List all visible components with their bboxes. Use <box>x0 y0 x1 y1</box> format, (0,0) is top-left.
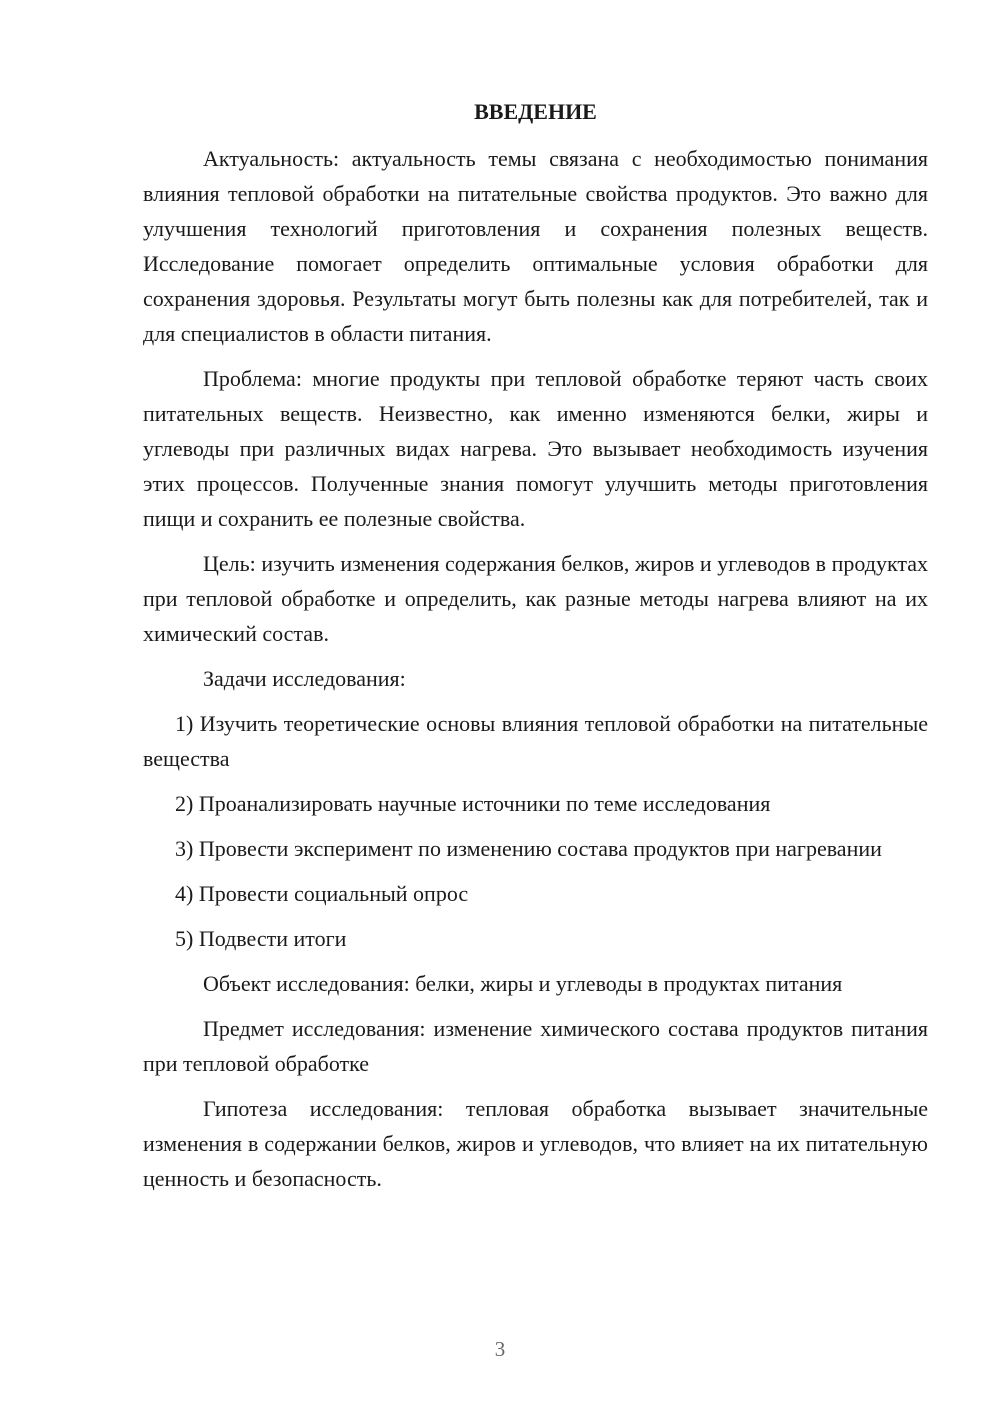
tasks-heading: Задачи исследования: <box>203 666 406 691</box>
goal-paragraph: Цель: изучить изменения содержания белков, жиров и углеводов в продуктах при тепловой обработке и определить, как разные методы нагрева влияют на их химический состав. <box>143 551 928 646</box>
object-paragraph: Объект исследования: белки, жиры и углеводы в продуктах питания <box>203 971 843 996</box>
section-heading: ВВЕДЕНИЕ <box>474 99 597 124</box>
task-item-4: 4) Провести социальный опрос <box>175 881 469 906</box>
relevance-paragraph: Актуальность: актуальность темы связана с необходимостью понимания влияния тепловой обработки на питательные свойства продуктов. Это важно для улучшения технологий приготовления и сохранения полезных веществ. Исследование помогает определить оптимальные условия обработки для сохранения здоровья. Результаты могут быть полезны как для потребителей, так и для специалистов в области питания. <box>143 146 928 346</box>
task-item-2: 2) Проанализировать научные источники по теме исследования <box>175 791 771 816</box>
task-item-3: 3) Провести эксперимент по изменению состава продуктов при нагревании <box>175 836 882 861</box>
task-item-1: 1) Изучить теоретические основы влияния тепловой обработки на питательные вещества <box>143 711 928 771</box>
hypothesis-paragraph: Гипотеза исследования: тепловая обработка вызывает значительные изменения в содержании белков, жиров и углеводов, что влияет на их питательную ценность и безопасность. <box>143 1096 928 1191</box>
task-item-5: 5) Подвести итоги <box>175 926 347 951</box>
page-number: 3 <box>494 1337 506 1361</box>
problem-paragraph: Проблема: многие продукты при тепловой обработке теряют часть своих питательных веществ. Неизвестно, как именно изменяются белки, жиры и углеводы при различных видах нагрева. Это вызывает необходимость изучения этих процессов. Полученные знания помогут улучшить методы приготовления пищи и сохранить ее полезные свойства. <box>143 366 928 531</box>
subject-paragraph: Предмет исследования: изменение химического состава продуктов питания при тепловой обработке <box>143 1016 928 1076</box>
document-body <box>143 94 928 1206</box>
